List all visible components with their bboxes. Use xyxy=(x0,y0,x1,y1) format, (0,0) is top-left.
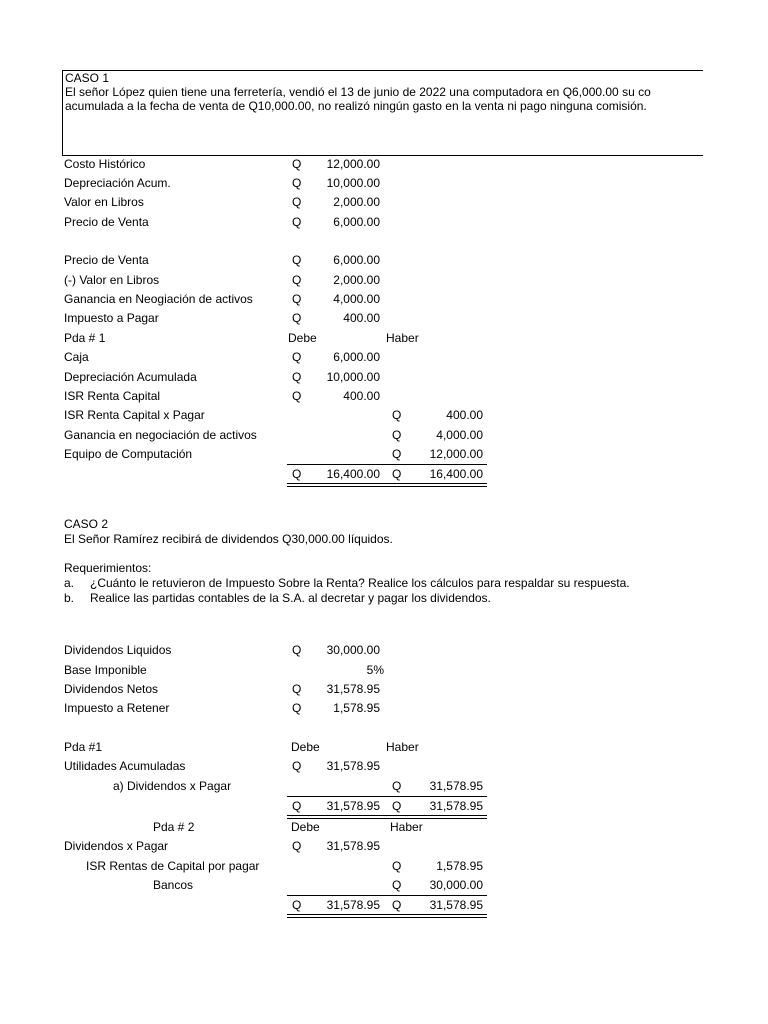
case1-summary-amount-2: 2,000.00 xyxy=(333,195,380,209)
case1-entry-debit-0: 6,000.00 xyxy=(333,350,380,364)
case1-total-debit: 16,400.00 xyxy=(326,467,380,481)
case1-summary-label-2: Valor en Libros xyxy=(64,195,144,209)
case1-calc-cur-2: Q xyxy=(292,292,302,306)
case2-entry2-dcur-0: Q xyxy=(292,839,302,853)
case2-entry2-ccur-1: Q xyxy=(392,859,402,873)
case1-entry-dcur-2: Q xyxy=(292,389,302,403)
case1-total-credit: 16,400.00 xyxy=(429,467,483,481)
case1-total-ccur: Q xyxy=(392,467,402,481)
case2-entry2-total-debit: 31,578.95 xyxy=(326,898,380,912)
case2-entry2-debit-0: 31,578.95 xyxy=(326,839,380,853)
case2-req-b-mark: b. xyxy=(64,591,75,605)
case1-summary-cur-0: Q xyxy=(292,157,302,171)
case2-calc-label-0: Dividendos Liquidos xyxy=(64,643,172,657)
case2-calc-label-2: Dividendos Netos xyxy=(64,682,159,696)
case2-req-b-text: Realice las partidas contables de la S.A. al decretar y pagar los dividendos. xyxy=(90,591,491,605)
case2-entry2-account-1: ISR Rentas de Capital por pagar xyxy=(86,859,260,873)
case2-entry1-total-ccur: Q xyxy=(392,799,402,813)
case2-entry2-total-dcur: Q xyxy=(292,898,302,912)
case1-calc-amount-1: 2,000.00 xyxy=(333,273,380,287)
case1-title: CASO 1 xyxy=(65,71,110,85)
case2-entry1-total-credit: 31,578.95 xyxy=(429,799,483,813)
case2-entry1-total-dcur: Q xyxy=(292,799,302,813)
case2-req-a-text: ¿Cuánto le retuvieron de Impuesto Sobre la Renta? Realice los cálculos para respaldar su respuesta. xyxy=(90,576,630,590)
case1-calc-label-0: Precio de Venta xyxy=(64,253,149,267)
case1-entry-dcur-0: Q xyxy=(292,350,302,364)
case1-entry-debe-header: Debe xyxy=(288,331,317,345)
case2-entry1-account-1: a) Dividendos x Pagar xyxy=(113,779,232,793)
case1-summary-amount-3: 6,000.00 xyxy=(333,215,380,229)
case2-req-a-mark: a. xyxy=(64,576,75,590)
case1-calc-amount-0: 6,000.00 xyxy=(333,253,380,267)
case2-calc-cur-3: Q xyxy=(292,701,302,715)
case1-calc-amount-3: 400.00 xyxy=(343,311,380,325)
case2-description: El Señor Ramírez recibirá de dividendos Q30,000.00 líquidos. xyxy=(64,532,393,546)
case1-summary-amount-0: 12,000.00 xyxy=(326,157,380,171)
case2-entry1-debit-0: 31,578.95 xyxy=(326,759,380,773)
case2-entry2-total-credit: 31,578.95 xyxy=(429,898,483,912)
case1-calc-label-1: (-) Valor en Libros xyxy=(64,273,160,287)
case1-summary-cur-2: Q xyxy=(292,195,302,209)
case2-entry2-ccur-2: Q xyxy=(392,878,402,892)
case1-summary-amount-1: 10,000.00 xyxy=(326,176,380,190)
case2-entry2-total-double-line xyxy=(287,914,487,918)
case1-calc-amount-2: 4,000.00 xyxy=(333,292,380,306)
case1-summary-cur-3: Q xyxy=(292,215,302,229)
case1-entry-haber-header: Haber xyxy=(386,331,419,345)
case1-entry-dcur-1: Q xyxy=(292,370,302,384)
case1-summary-label-0: Costo Histórico xyxy=(64,157,146,171)
case1-calc-label-2: Ganancia en Neogiación de activos xyxy=(64,292,253,306)
case2-calc-amount-3: 1,578.95 xyxy=(333,701,380,715)
case2-entry2-haber-header: Haber xyxy=(390,820,423,834)
case1-entry-debit-2: 400.00 xyxy=(343,389,380,403)
case1-entry-account-5: Equipo de Computación xyxy=(64,447,193,461)
case1-calc-cur-0: Q xyxy=(292,253,302,267)
case2-requirements-title: Requerimientos: xyxy=(64,561,152,575)
case2-entry1-total-debit: 31,578.95 xyxy=(326,799,380,813)
case2-calc-amount-0: 30,000.00 xyxy=(326,643,380,657)
case2-entry1-ccur-1: Q xyxy=(392,779,402,793)
case1-entry-ccur-5: Q xyxy=(392,447,402,461)
case2-entry1-haber-header: Haber xyxy=(386,740,419,754)
case2-calc-cur-2: Q xyxy=(292,682,302,696)
case1-entry-ccur-4: Q xyxy=(392,428,402,442)
case2-calc-amount-1: 5% xyxy=(366,663,384,677)
case1-calc-cur-1: Q xyxy=(292,273,302,287)
case1-statement-box xyxy=(62,70,703,156)
case1-entry-label: Pda # 1 xyxy=(64,331,106,345)
case1-entry-debit-1: 10,000.00 xyxy=(326,370,380,384)
case1-summary-cur-1: Q xyxy=(292,176,302,190)
case2-calc-amount-2: 31,578.95 xyxy=(326,682,380,696)
case1-entry-account-0: Caja xyxy=(64,350,89,364)
case2-entry1-account-0: Utilidades Acumuladas xyxy=(64,759,186,773)
case1-total-double-line xyxy=(287,483,487,487)
case1-entry-account-2: ISR Renta Capital xyxy=(64,389,161,403)
case2-entry2-credit-2: 30,000.00 xyxy=(429,878,483,892)
case2-entry1-dcur-0: Q xyxy=(292,759,302,773)
case1-description-line1: El señor López quien tiene una ferretería, vendió el 13 de junio de 2022 una computadora en Q6,000.00 su co xyxy=(65,85,651,99)
case2-entry2-debe-header: Debe xyxy=(291,820,320,834)
case2-entry2-account-2: Bancos xyxy=(153,878,194,892)
case2-title: CASO 2 xyxy=(64,517,109,531)
case1-calc-label-3: Impuesto a Pagar xyxy=(64,311,159,325)
case2-entry2-account-0: Dividendos x Pagar xyxy=(64,839,169,853)
case1-entry-ccur-3: Q xyxy=(392,408,402,422)
case1-summary-label-3: Precio de Venta xyxy=(64,215,149,229)
case2-calc-label-1: Base Imponible xyxy=(64,663,147,677)
case1-subtotal-line xyxy=(287,464,487,465)
case2-entry2-credit-1: 1,578.95 xyxy=(436,859,483,873)
case1-entry-credit-4: 4,000.00 xyxy=(436,428,483,442)
case1-total-dcur: Q xyxy=(292,467,302,481)
case1-entry-account-3: ISR Renta Capital x Pagar xyxy=(64,408,205,422)
case2-entry2-label: Pda # 2 xyxy=(153,820,195,834)
case2-entry1-label: Pda #1 xyxy=(64,740,103,754)
case1-summary-label-1: Depreciación Acum. xyxy=(64,176,171,190)
case2-entry2-total-ccur: Q xyxy=(392,898,402,912)
case2-entry1-debe-header: Debe xyxy=(291,740,320,754)
case2-entry1-credit-1: 31,578.95 xyxy=(429,779,483,793)
case2-entry2-subtotal-line xyxy=(287,895,487,896)
case1-entry-account-1: Depreciación Acumulada xyxy=(64,370,197,384)
case2-calc-cur-0: Q xyxy=(292,643,302,657)
case1-description-line2: acumulada a la fecha de venta de Q10,000.00, no realizó ningún gasto en la venta ni pago ninguna comisión. xyxy=(65,99,647,113)
case1-entry-credit-5: 12,000.00 xyxy=(429,447,483,461)
case1-entry-credit-3: 400.00 xyxy=(446,408,483,422)
case2-entry1-subtotal-line xyxy=(287,796,487,797)
case1-calc-cur-3: Q xyxy=(292,311,302,325)
case1-entry-account-4: Ganancia en negociación de activos xyxy=(64,428,257,442)
case2-calc-label-3: Impuesto a Retener xyxy=(64,701,170,715)
